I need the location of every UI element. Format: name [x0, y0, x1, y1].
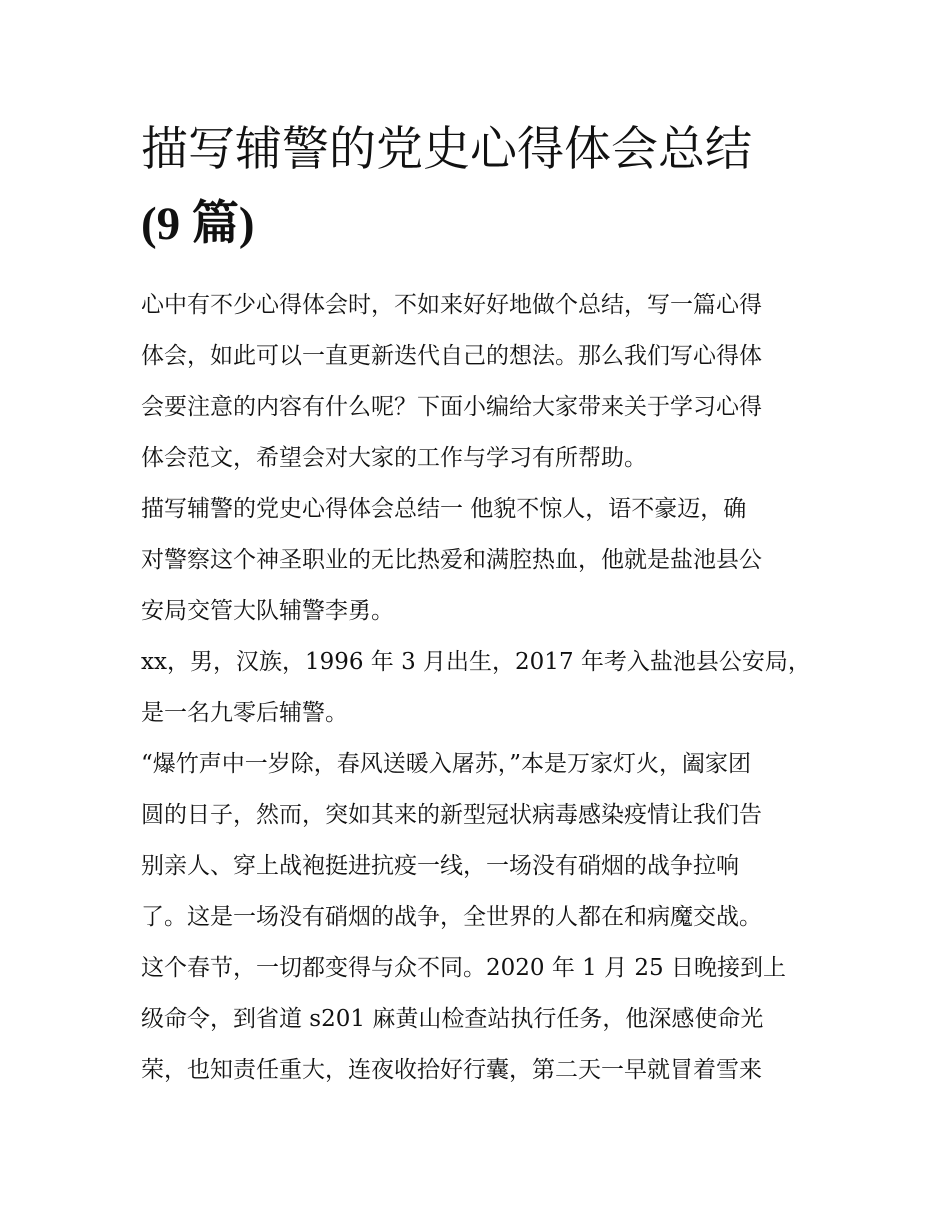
body-line: 体会范文，希望会对大家的工作与学习有所帮助。 — [141, 445, 647, 471]
body-line: 对警察这个神圣职业的无比热爱和满腔热血，他就是盐池县公 — [141, 547, 762, 573]
body-line: 体会，如此可以一直更新迭代自己的想法。那么我们写心得体 — [141, 343, 762, 369]
body-line: 安局交管大队辅警李勇。 — [141, 598, 394, 624]
body-line: 了。这是一场没有硝烟的战争，全世界的人都在和病魔交战。 — [141, 904, 762, 930]
body-line: 会要注意的内容有什么呢？下面小编给大家带来关于学习心得 — [141, 394, 762, 420]
title-line-2: (9 篇) — [141, 198, 255, 250]
document-body — [141, 280, 813, 1096]
body-line: 是一名九零后辅警。 — [141, 700, 348, 726]
body-line: xx，男，汉族，1996 年 3 月出生，2017 年考入盐池县公安局， — [141, 649, 811, 675]
title-line-1: 描写辅警的党史心得体会总结 — [141, 122, 752, 177]
body-line: 别亲人、穿上战袍挺进抗疫一线，一场没有硝烟的战争拉响 — [141, 853, 739, 879]
document-content — [141, 112, 813, 1096]
body-line: 心中有不少心得体会时，不如来好好地做个总结，写一篇心得 — [141, 292, 762, 318]
body-line: 描写辅警的党史心得体会总结一 他貌不惊人，语不豪迈，确 — [141, 496, 747, 522]
body-line: 荣，也知责任重大，连夜收拾好行囊，第二天一早就冒着雪来 — [141, 1057, 762, 1083]
body-line: 这个春节，一切都变得与众不同。2020 年 1 月 25 日晚接到上 — [141, 955, 786, 981]
body-line: “爆竹声中一岁除，春风送暖入屠苏，”本是万家灯火，阖家团 — [141, 751, 752, 777]
document-title — [141, 112, 813, 262]
body-line: 圆的日子，然而，突如其来的新型冠状病毒感染疫情让我们告 — [141, 802, 762, 828]
body-line: 级命令，到省道 s201 麻黄山检查站执行任务，他深感使命光 — [141, 1006, 764, 1032]
